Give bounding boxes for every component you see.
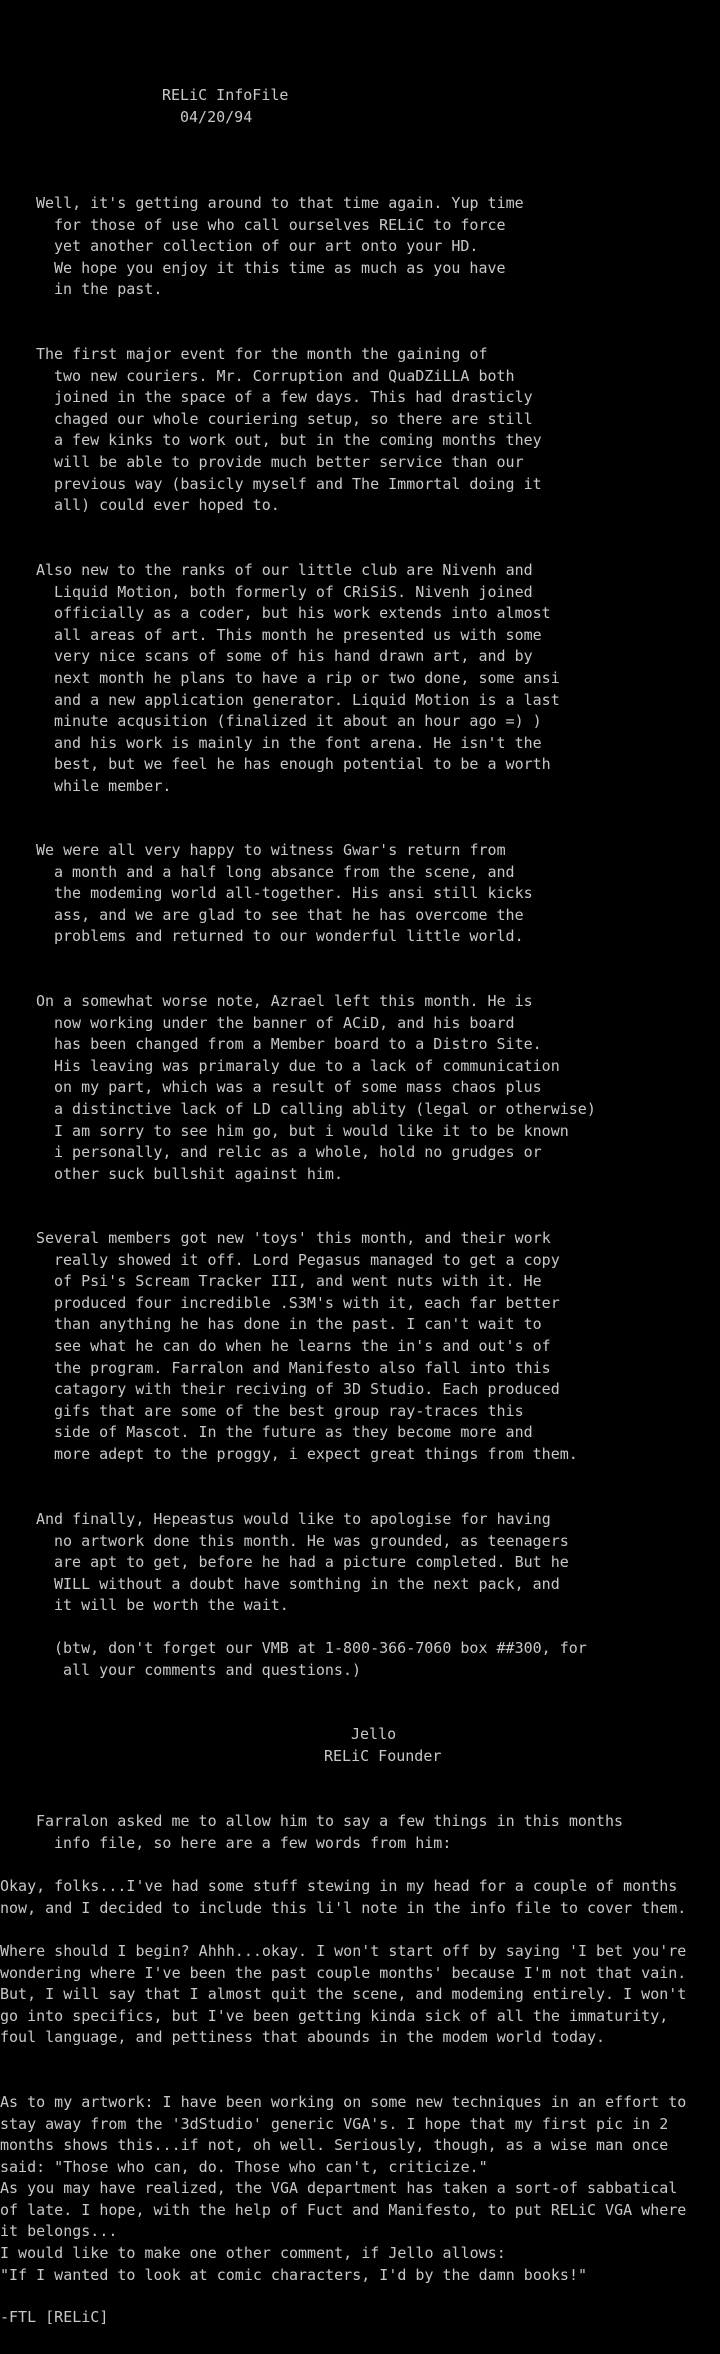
paragraph-first-line: Also new to the ranks of our little club are Nivenh and — [36, 561, 533, 579]
header-title: RELiC InfoFile — [162, 86, 289, 104]
paragraph-line: the modeming world all-together. His ansi still kicks — [54, 884, 533, 903]
paragraph-line: now working under the banner of ACiD, and his board — [54, 1013, 515, 1032]
paragraph-line: it will be worth the wait. — [54, 1596, 289, 1615]
farralon-line: go into specifics, but I've been getting kinda sick of all the immaturity, — [0, 2006, 669, 2025]
paragraph-line: produced four incredible .S3M's with it, each far better — [54, 1293, 560, 1312]
paragraph-first-line: And finally, Hepeastus would like to apologise for having — [36, 1510, 551, 1528]
paragraph-first-line: The first major event for the month the gaining of — [36, 345, 488, 363]
farralon-line: Okay, folks...I've had some stuff stewing in my head for a couple of months — [0, 1877, 678, 1895]
paragraph-line: and his work is mainly in the font arena. He isn't the — [54, 733, 542, 752]
farralon-line: now, and I decided to include this li'l note in the info file to cover them. — [0, 1898, 687, 1917]
paragraph-line: ass, and we are glad to see that he has overcome the — [54, 905, 524, 924]
farralon-line: But, I will say that I almost quit the scene, and modeming entirely. I won't — [0, 1985, 687, 2004]
farralon-intro-line: Farralon asked me to allow him to say a few things in this months — [36, 1812, 623, 1830]
farralon-intro-line: info file, so here are a few words from him: — [54, 1833, 452, 1852]
farralon-line: foul language, and pettiness that abounds in the modem world today. — [0, 2028, 606, 2047]
farralon-line: Where should I begin? Ahhh...okay. I won't start off by saying 'I bet you're — [0, 1942, 687, 1960]
paragraph-line: officially as a coder, but his work extends into almost — [54, 604, 551, 623]
paragraph-line: more adept to the proggy, i expect great things from them. — [54, 1445, 578, 1463]
paragraph-line: are apt to get, before he had a picture completed. But he — [54, 1553, 569, 1572]
paragraph-line: will be able to provide much better service than our — [54, 453, 524, 471]
paragraph-line: previous way (basicly myself and The Immortal doing it — [54, 474, 542, 493]
farralon-line: wondering where I've been the past couple months' because I'm not that vain. — [0, 1963, 687, 1982]
paragraph-line: in the past. — [54, 280, 163, 299]
farralon-line: As to my artwork: I have been working on some new techniques in an effort to — [0, 2093, 687, 2111]
paragraph-line: and a new application generator. Liquid Motion is a last — [54, 690, 560, 709]
header-date: 04/20/94 — [180, 108, 253, 126]
paragraph-line: see what he can do when he learns the in's and out's of — [54, 1337, 551, 1355]
paragraph-line: yet another collection of our art onto your HD. — [54, 237, 479, 256]
paragraph-line: We hope you enjoy it this time as much as you have — [54, 258, 506, 277]
paragraph-line: while member. — [54, 777, 172, 795]
paragraph-line: problems and returned to our wonderful little world. — [54, 927, 524, 946]
paragraph-line: catagory with their reciving of 3D Studio. Each produced — [54, 1380, 560, 1399]
paragraph-line: has been changed from a Member board to a Distro Site. — [54, 1035, 542, 1054]
paragraph-line: a few kinks to work out, but in the coming months they — [54, 431, 542, 450]
paragraph-line: of Psi's Scream Tracker III, and went nuts with it. He — [54, 1272, 542, 1291]
paragraph-line: His leaving was primaraly due to a lack of communication — [54, 1056, 560, 1075]
signature-name: Jello — [351, 1725, 397, 1743]
paragraph-line: minute acqusition (finalized it about an hour ago =) ) — [54, 712, 542, 731]
paragraph-line: than anything he has done in the past. I can't wait to — [54, 1315, 542, 1334]
paragraph-line: WILL without a doubt have somthing in the next pack, and — [54, 1574, 560, 1593]
farralon-line: said: "Those who can, do. Those who can't, criticize." — [0, 2157, 488, 2176]
paragraph-line: a month and a half long absance from the scene, and — [54, 862, 515, 881]
farralon-line: I would like to make one other comment, if Jello allows: — [0, 2244, 506, 2262]
paragraph-first-line: Several members got new 'toys' this month, and their work — [36, 1229, 551, 1247]
paragraph-line: chaged our whole couriering setup, so there are still — [54, 409, 533, 428]
farralon-line: As you may have realized, the VGA department has taken a sort-of sabbatical — [0, 2179, 678, 2197]
farralon-line: of late. I hope, with the help of Fuct and Manifesto, to put RELiC VGA where — [0, 2200, 687, 2219]
paragraph-line: side of Mascot. In the future as they become more and — [54, 1423, 533, 1442]
paragraph-line: other suck bullshit against him. — [54, 1164, 343, 1183]
paragraph-line: I am sorry to see him go, but i would like it to be known — [54, 1121, 569, 1140]
farralon-line: it belongs... — [0, 2222, 118, 2241]
vmb-note-line: (btw, don't forget our VMB at 1-800-366-7060 box ##300, for — [54, 1639, 587, 1657]
paragraph-line: best, but we feel he has enough potential to be a worth — [54, 755, 551, 774]
paragraph-first-line: Well, it's getting around to that time again. Yup time — [36, 194, 524, 212]
closing-signature: -FTL [RELiC] — [0, 2308, 109, 2326]
paragraph-line: very nice scans of some of his hand drawn art, and by — [54, 647, 533, 666]
paragraph-line: on my part, which was a result of some mass chaos plus — [54, 1078, 542, 1097]
paragraph-first-line: On a somewhat worse note, Azrael left this month. He is — [36, 992, 533, 1010]
paragraph-line: joined in the space of a few days. This had drasticly — [54, 388, 533, 407]
paragraph-line: really showed it off. Lord Pegasus managed to get a copy — [54, 1250, 560, 1269]
farralon-line: stay away from the '3dStudio' generic VGA's. I hope that my first pic in 2 — [0, 2114, 669, 2133]
paragraph-line: next month he plans to have a rip or two done, some ansi — [54, 669, 560, 687]
vmb-note-line: all your comments and questions.) — [63, 1660, 362, 1679]
paragraph-line: two new couriers. Mr. Corruption and QuaDZiLLA both — [54, 366, 515, 385]
paragraph-line: i personally, and relic as a whole, hold no grudges or — [54, 1143, 542, 1162]
paragraph-line: all areas of art. This month he presented us with some — [54, 625, 542, 644]
signature-role: RELiC Founder — [324, 1747, 442, 1765]
paragraph-line: all) could ever hoped to. — [54, 496, 280, 515]
farralon-line: months shows this...if not, oh well. Seriously, though, as a wise man once — [0, 2136, 669, 2155]
paragraph-line: the program. Farralon and Manifesto also fall into this — [54, 1358, 551, 1377]
paragraph-line: for those of use who call ourselves RELiC to force — [54, 215, 506, 234]
paragraph-line: gifs that are some of the best group ray-traces this — [54, 1401, 524, 1420]
paragraph-line: Liquid Motion, both formerly of CRiSiS. Nivenh joined — [54, 582, 533, 601]
paragraph-line: no artwork done this month. He was grounded, as teenagers — [54, 1531, 569, 1550]
farralon-line: "If I wanted to look at comic characters, I'd by the damn books!" — [0, 2265, 587, 2284]
paragraph-line: a distinctive lack of LD calling ablity (legal or otherwise) — [54, 1100, 596, 1118]
paragraph-first-line: We were all very happy to witness Gwar's return from — [36, 841, 506, 859]
